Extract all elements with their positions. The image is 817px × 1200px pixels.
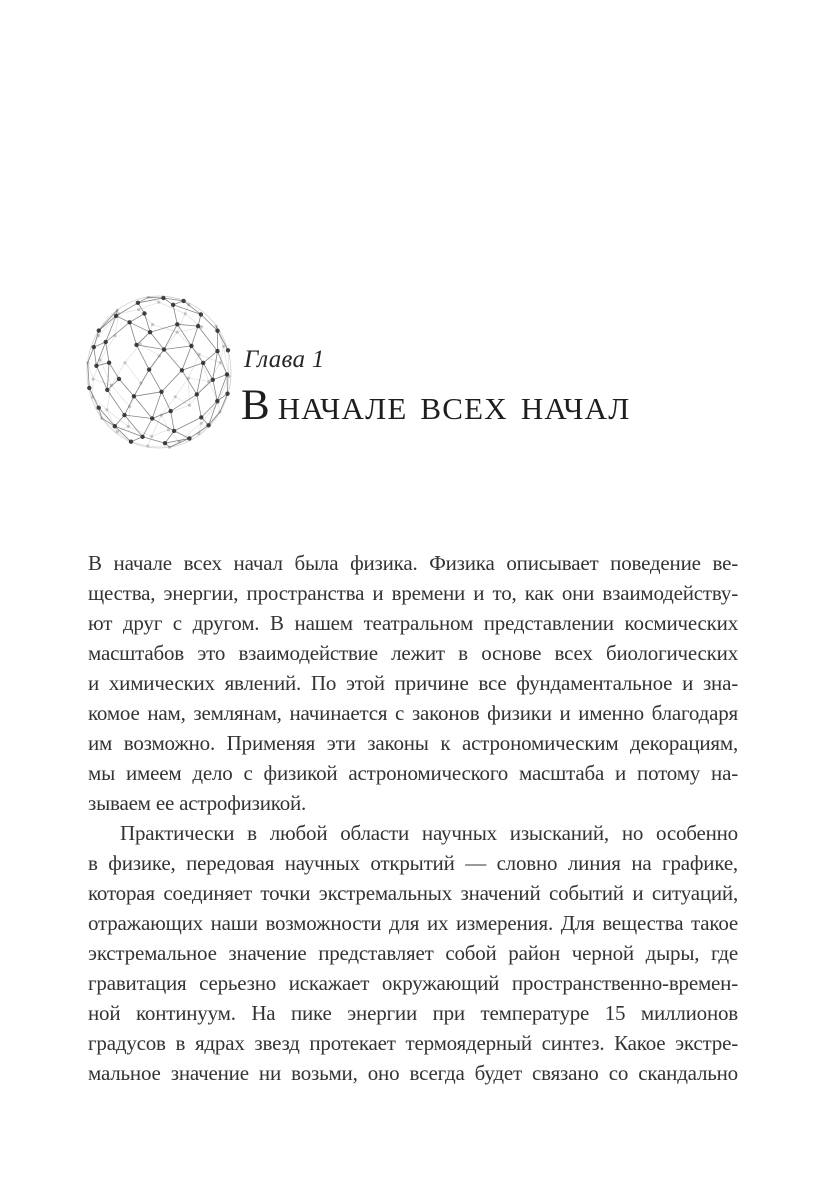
text-line: и химических явлений. По этой причине все фундаментальное и зна- (88, 671, 738, 695)
paragraph-1 (88, 548, 738, 818)
text-line: мальное значение ни возьми, оно всегда будет связано со скандально (88, 1061, 738, 1085)
text-line: масштабов это взаимодействие лежит в основе всех биологических (88, 641, 738, 665)
chapter-title-initial: В (241, 382, 271, 429)
chapter-label: Глава 1 (244, 346, 325, 373)
text-line: щества, энергии, пространства и времени и то, как они взаимодейству- (88, 581, 738, 605)
paragraph-2 (88, 818, 738, 1088)
text-line: В начале всех начал была физика. Физика описывает поведение ве- (88, 551, 738, 575)
text-line: которая соединяет точки экстремальных значений событий и ситуаций, (88, 881, 738, 905)
text-line: отражающих наши возможности для их измерения. Для вещества такое (88, 911, 738, 935)
text-line: комое нам, землянам, начинается с законов физики и именно благодаря (88, 701, 738, 725)
chapter-illustration (83, 292, 235, 452)
text-line: Практически в любой области научных изысканий, но особенно (120, 821, 738, 845)
chapter-title (241, 384, 630, 431)
text-line: градусов в ядрах звезд протекает термоядерный синтез. Какое экстре- (88, 1031, 738, 1055)
text-line: зываем ее астрофизикой. (88, 791, 307, 815)
text-line: в физике, передовая научных открытий — словно линия на графике, (88, 851, 738, 875)
chapter-title-text: НАЧАЛЕ ВСЕХ НАЧАЛ (277, 391, 631, 426)
text-line: экстремальное значение представляет собой район черной дыры, где (88, 941, 738, 965)
text-line: гравитация серьезно искажает окружающий пространственно-времен- (88, 971, 738, 995)
text-line: ют друг с другом. В нашем театральном представлении космических (88, 611, 738, 635)
text-line: им возможно. Применяя эти законы к астрономическим декорациям, (88, 731, 738, 755)
text-line: мы имеем дело с физикой астрономического масштаба и потому на- (88, 761, 738, 785)
body-text (88, 548, 738, 1088)
text-line: ной континуум. На пике энергии при температуре 15 миллионов (88, 1001, 738, 1025)
network-sphere-icon (83, 292, 235, 452)
